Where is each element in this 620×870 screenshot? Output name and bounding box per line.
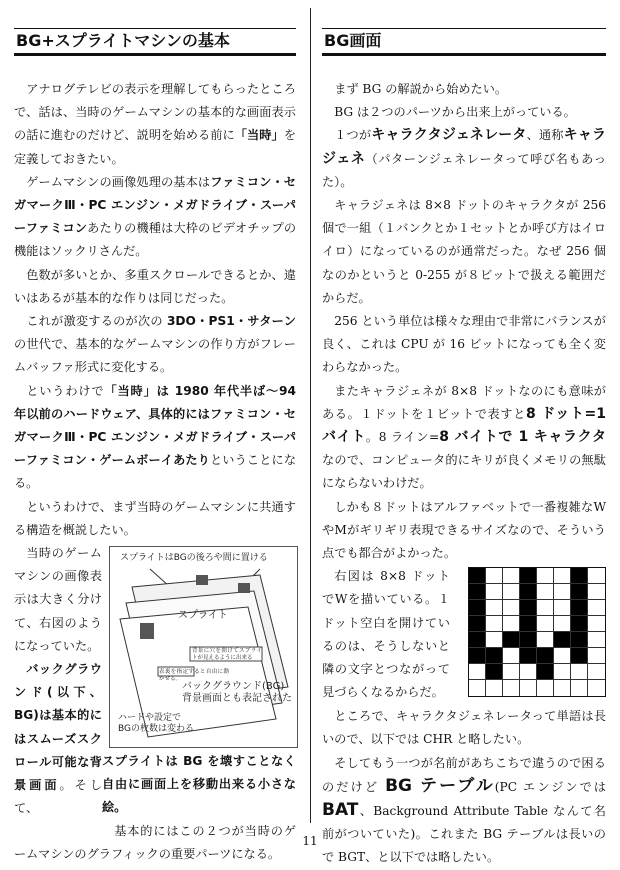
paragraph [322,380,606,496]
grid-cell [537,664,554,680]
paragraph: ところで、キャラクタジェネレータって単語は長いので、以下では CHR と略したい。 [322,709,606,747]
grid-cell [588,632,605,648]
paragraph: 256 という単位は様々な理由で非常にバランスが良く、これは CPU が 16 ビットになっても全く変わらなかった。 [322,314,606,375]
grid-cell [554,568,571,584]
figure-label-top: スプライトはBGの後ろや間に置ける [120,553,268,564]
figure-note-a: 背景に穴を開けてスプライトが見えるように出来る [192,648,262,661]
grid-cell [571,584,588,600]
text: というわけで [26,383,105,398]
emphasis: BAT [322,800,359,821]
paragraph [322,124,606,194]
grid-cell [486,568,503,584]
grid-cell [571,616,588,632]
grid-cell [571,648,588,664]
paragraph: キャラジェネは 8×8 ドットのキャラクタが 256 個で一組（１バンクとか１セットとか呼び方はイロイロ）になっているのが通常だった。なぜ 256 個なのかというと 0-255 が８ビットで扱える範囲だからだ。 [322,198,606,305]
right-column [322,28,606,870]
text: （パターンジェネレータって呼び名もあった）。 [322,151,606,189]
count-label-a: ハードや設定で [118,713,182,724]
grid-cell [520,616,537,632]
grid-cell [554,664,571,680]
text: (PC エンジンでは [494,779,606,794]
text: これが激変するのが次の [26,314,167,329]
text: 、通称 [526,128,564,143]
grid-block [322,565,606,705]
grid-cell [520,568,537,584]
grid-cell [469,584,486,600]
paragraph [14,171,296,264]
section-heading-bg-sprite: BG+スプライトマシンの基本 [14,28,296,56]
grid-cell [503,648,520,664]
grid-cell [520,664,537,680]
grid-cell [503,600,520,616]
grid-cell [503,680,520,696]
grid-cell [520,584,537,600]
grid-cell [537,584,554,600]
grid-cell [554,616,571,632]
bg-label-b: 背景画面とも表記された [182,693,292,705]
count-label-b: BGの枚数は変わる [118,724,194,735]
grid-cell [588,616,605,632]
paragraph [14,380,296,496]
paragraph: というわけで、まず当時のゲームマシンに共通する構造を概説したい。 [14,499,296,537]
paragraph: まず BG の解説から始めたい。 [334,82,508,96]
paragraph [14,78,296,171]
grid-cell [503,616,520,632]
left-column [14,28,296,866]
paragraph: 色数が多いとか、多重スクロールできるとか、違いはあるが基本的な作りは同じだった。 [14,267,296,305]
bg-sprite-figure [109,546,298,748]
w-dot-grid [468,567,606,697]
emphasis: キャラジェネ [322,127,606,167]
section-heading-bg-screen: BG画面 [322,28,606,56]
paragraph [14,658,102,820]
emphasis: ファミコン・セガマークⅢ・PC エンジン・メガドライブ・スーパーファミコン [14,174,296,236]
emphasis: 8 バイトで 1 キャラクタ [439,429,607,446]
grid-cell [469,632,486,648]
text: ゲームマシンの画像処理の基本は [26,174,211,189]
paragraph: 当時のゲームマシンの画像表示は大きく分けて、右図のようになっていた。 [14,546,102,653]
grid-cell [486,648,503,664]
grid-cell [537,568,554,584]
grid-cell [520,632,537,648]
grid-cell [520,648,537,664]
grid-cell [503,632,520,648]
emphasis: 「当時」 [234,128,284,143]
grid-cell [537,680,554,696]
grid-cell [588,584,605,600]
grid-cell [503,568,520,584]
sprite-label: スプライト [178,610,228,622]
grid-cell [469,680,486,696]
emphasis: BG テーブル [385,775,495,796]
grid-cell [503,664,520,680]
grid-cell [469,568,486,584]
emphasis: キャラクタジェネレータ [371,127,527,144]
grid-cell [588,648,605,664]
emphasis: スプライトは BG を壊すことなく自由に画面上を移動出来る小さな絵。 [102,754,296,815]
grid-cell [571,600,588,616]
right-body [322,78,606,870]
text: の世代で、基本的なゲームマシンの作り方がフレームバッファ形式に変化する。 [14,337,296,375]
text: 、Background Attribute Table なんて名前がついていた)。これまた BG テーブルは長いので BGT、と以下では略したい。 [322,804,606,865]
page-number: 11 [302,834,318,848]
paragraph: 右図は 8×8 ドットでWを描いている。１ドット空白を開けているのは、そうしないと隣の文字とつながって見づらくなるからだ。 [322,569,450,700]
grid-cell [554,648,571,664]
narrow-text [14,542,102,820]
grid-cell [469,648,486,664]
paragraph: 基本的にはこの２つが当時のゲームマシンのグラフィックの重要パーツになる。 [14,823,296,861]
paragraph: しかも８ドットはアルファベットで一番複雑なWやMがギリギリ表現できるサイズなので、そういう点でも都合がよかった。 [322,499,606,561]
paragraph: BG は２つのパーツから出来上がっている。 [334,105,576,120]
left-body [14,78,296,866]
bg-label-a: バックグラウンド(BG) [182,681,285,693]
grid-cell [537,632,554,648]
grid-cell [486,616,503,632]
grid-cell [486,600,503,616]
text: あたりの機種は大枠のビデオチップの機能はソックリさんだ。 [14,221,297,259]
grid-cell [554,584,571,600]
column-divider [310,8,311,823]
emphasis: 「当時」は 1980 年代半ば〜94 年以前のハードウェア、具体的にはファミコン・セガマークⅢ・PC エンジン・メガドライブ・スーパーファミコン・ゲームボーイあたり [14,383,297,468]
text: １つが [334,128,372,143]
grid-cell [537,600,554,616]
grid-cell [469,664,486,680]
grid-cell [486,664,503,680]
text: そしてもう一つが名前があちこちで違うので困るのだけど [322,755,606,794]
grid-cell [469,600,486,616]
grid-cell [554,632,571,648]
grid-cell [486,632,503,648]
grid-cell [588,568,605,584]
grid-cell [588,664,605,680]
text: を定義しておきたい。 [14,128,297,166]
paragraph [322,752,606,870]
text: またキャラジェネが 8×8 ドットなのにも意味がある。１ドットを１ビットで表すと [322,383,606,421]
grid-cell [520,600,537,616]
emphasis: バックグラウンド(以下、BG)は基本的にはスムーズスクロール可能な背景画面 [14,662,102,793]
grid-cell [537,616,554,632]
grid-cell [571,664,588,680]
grid-cell [469,616,486,632]
grid-cell [554,680,571,696]
grid-cell [571,568,588,584]
grid-cell [537,648,554,664]
emphasis: 3DO・PS1・サターン [166,314,296,329]
w-dot-grid-wrap [468,567,606,697]
grid-cell [486,584,503,600]
figure-note-b: 表裏を指定すると自由に動かせる。 [159,669,229,682]
grid-cell [571,632,588,648]
grid-cell [588,600,605,616]
grid-cell [588,680,605,696]
grid-cell [520,680,537,696]
paragraph [14,310,296,380]
text: アナログテレビの表示を理解してもらったところで、話は、当時のゲームマシンの基本的な画面表示の話に進むのだけど、説明を始める前に [14,82,296,143]
text: なので、コンピュータ的にキリが良くメモリの無駄にならないわけだ。 [322,453,606,491]
text: 。そして、 [14,778,103,816]
grid-cell [571,680,588,696]
emphasis: 8 ドット=1 バイト [322,405,606,446]
text: ということになる。 [14,453,297,491]
text: 。8 ライン= [365,430,440,445]
grid-cell [503,584,520,600]
grid-cell [486,680,503,696]
grid-cell [554,600,571,616]
